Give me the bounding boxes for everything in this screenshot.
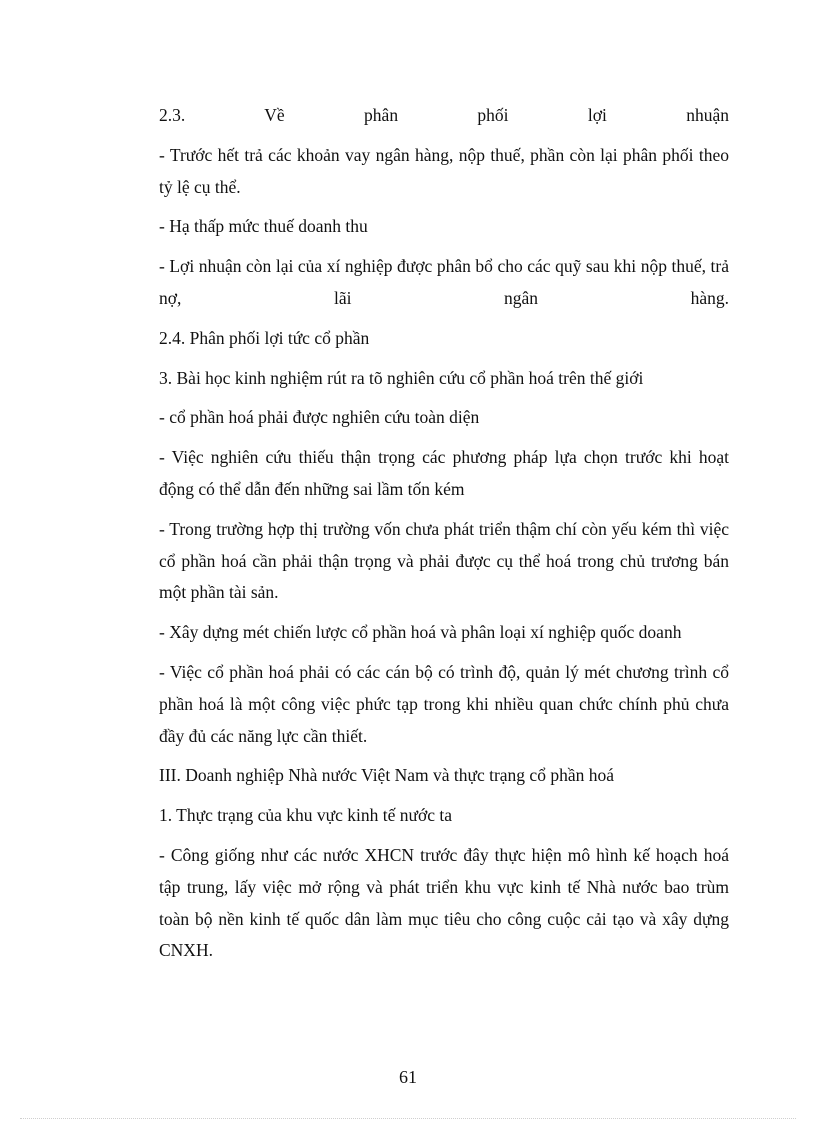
paragraph: - Xây dựng mét chiến lược cổ phần hoá và phân loại xí nghiệp quốc doanh (159, 622, 682, 643)
subsection-heading-1: 1. Thực trạng của khu vực kinh tế nước ta (159, 805, 452, 826)
section-heading-iii: III. Doanh nghiệp Nhà nước Việt Nam và thực trạng cổ phần hoá (159, 765, 614, 786)
page-number: 61 (399, 1067, 417, 1087)
paragraph: - cổ phần hoá phải được nghiên cứu toàn diện (159, 407, 480, 428)
paragraph: - Trước hết trả các khoản vay ngân hàng, nộp thuế, phần còn lại phân phối theo tỷ lệ cụ thể. (159, 144, 729, 197)
paragraph: - Việc nghiên cứu thiếu thận trọng các phương pháp lựa chọn trước khi hoạt động có thể dẫn đến những sai lầm tốn kém (159, 447, 729, 499)
paragraph: - Trong trường hợp thị trường vốn chưa phát triển thậm chí còn yếu kém thì việc cổ phần hoá cần phải thận trọng và phải được cụ thể hoá trong chủ trương bán một phần tài sản. (159, 518, 729, 603)
paragraph: - Lợi nhuận còn lại của xí nghiệp được phân bổ cho các quỹ sau khi nộp thuế, trả nợ, lãi ngân hàng. (159, 256, 729, 308)
page-bottom-divider (20, 1118, 796, 1119)
heading-3: 3. Bài học kinh nghiệm rút ra tõ nghiên cứu cổ phần hoá trên thế giới (159, 367, 644, 388)
body-text (159, 100, 729, 967)
paragraph: - Hạ thấp mức thuế doanh thu (159, 216, 368, 237)
heading-2-4: 2.4. Phân phối lợi tức cổ phần (159, 327, 370, 348)
heading-2-3: 2.3. Về phân phối lợi nhuận (159, 105, 729, 125)
paragraph: - Việc cổ phần hoá phải có các cán bộ có trình độ, quản lý mét chương trình cổ phần hoá là một công việc phức tạp trong khi nhiều quan chức chính phủ chưa đầy đủ các năng lực cần thiết. (159, 661, 729, 746)
paragraph: - Công giống như các nước XHCN trước đây thực hiện mô hình kế hoạch hoá tập trung, lấy việc mở rộng và phát triển khu vực kinh tế Nhà nước bao trùm toàn bộ nền kinh tế quốc dân làm mục tiêu cho công cuộc cải tạo và xây dựng CNXH. (159, 844, 729, 961)
